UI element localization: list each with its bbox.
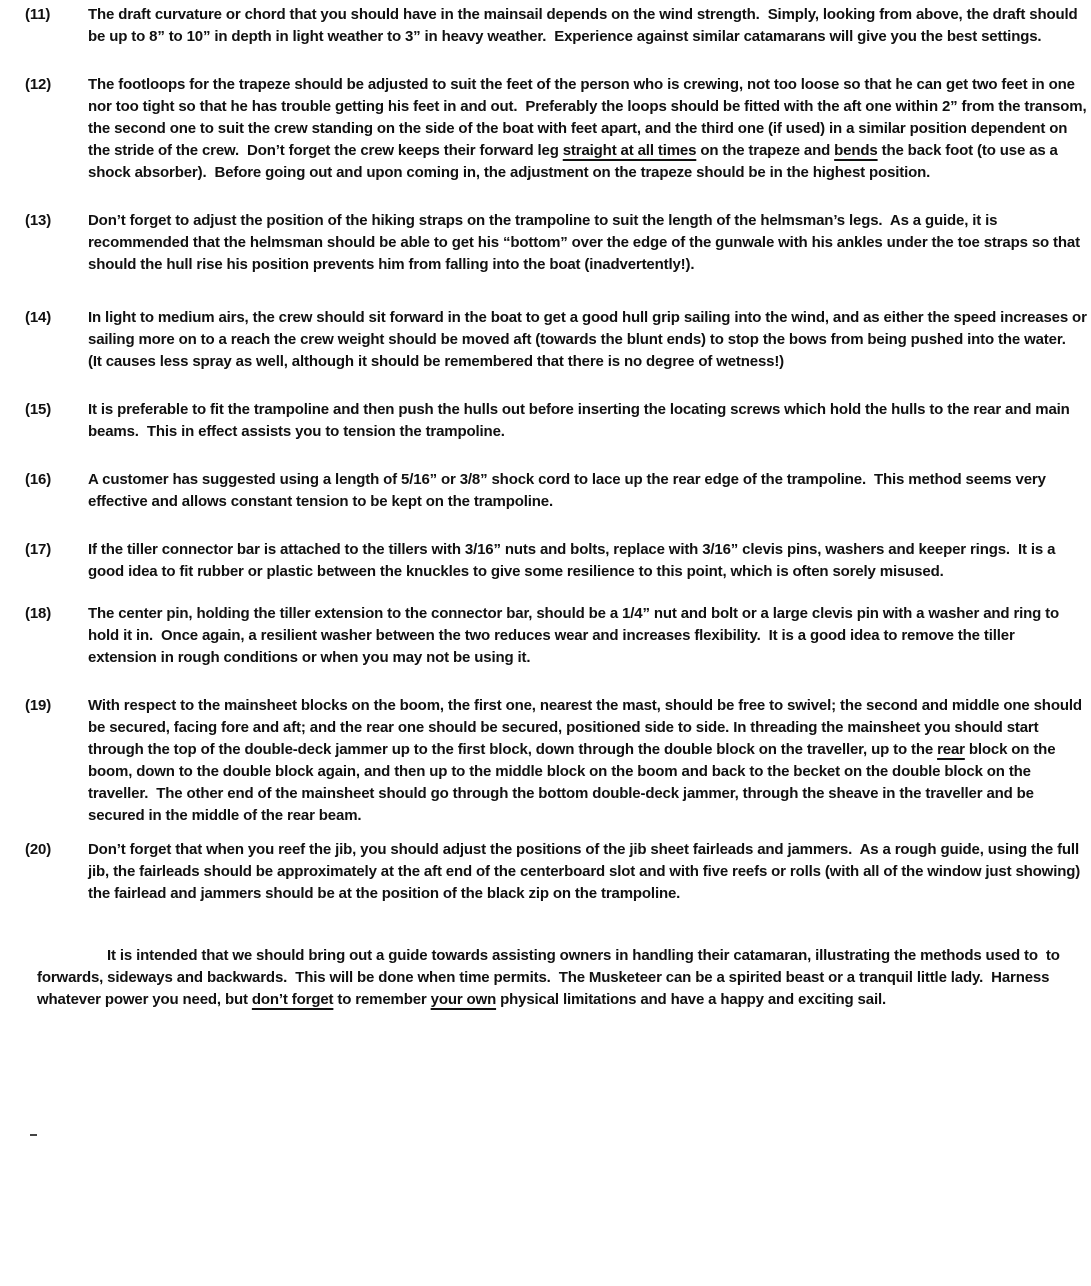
text-segment: physical limitations and have a happy and exciting sail. xyxy=(496,991,886,1008)
item-number: (13) xyxy=(25,212,52,229)
underlined-text: your own xyxy=(430,991,497,1008)
list-item xyxy=(0,469,1091,513)
text-segment: A customer has suggested using a length of 5/16” or 3/8” shock cord to lace up the rear edge of the trampoline. This method seems very effective and allows constant tension to be kept on the trampoline. xyxy=(88,471,1050,510)
item-paragraph xyxy=(88,4,1087,48)
underlined-text: rear xyxy=(937,741,965,758)
item-number: (11) xyxy=(25,6,51,23)
list-item xyxy=(0,603,1091,669)
item-number: (12) xyxy=(25,76,52,93)
list-item xyxy=(0,4,1091,48)
numbered-list xyxy=(0,4,1091,905)
item-number: (19) xyxy=(25,697,52,714)
text-segment: the back foot (to use as a shock absorber). Before going out and upon coming in, the adjustment on the trapeze should be in the highest position. xyxy=(88,142,1062,181)
text-segment: The draft curvature or chord that you should have in the mainsail depends on the wind strength. Simply, looking from above, the draft should be up to 8” to 10” in depth in light weather to 3” in heavy weather. Experience against similar catamarans will give you the best settings. xyxy=(88,6,1082,45)
item-number: (17) xyxy=(25,541,52,558)
item-paragraph xyxy=(88,603,1087,669)
text-segment: on the trapeze and xyxy=(696,142,835,159)
text-segment: to remember xyxy=(333,991,431,1008)
text-segment: It is preferable to fit the trampoline and then push the hulls out before inserting the locating screws which hold the hulls to the rear and main beams. This in effect assists you to tension the trampoline. xyxy=(88,401,1074,440)
text-segment: block on the boom, down to the double block again, and then up to the middle block on the boom and back to the becket on the double block on the traveller. The other end of the mainsheet should go through the bottom double-deck jammer, through the sheave in the traveller and be secured in the middle of the rear beam. xyxy=(88,741,1060,824)
text-segment: In light to medium airs, the crew should sit forward in the boat to get a good hull grip sailing into the wind, and as either the speed increases or sailing more on to a reach the crew weight should be moved aft (towards the blunt ends) to stop the bows from being pushed into the water. (It causes less spray as well, although it should be remembered that there is no degree of wetness!) xyxy=(88,309,1091,370)
item-number: (15) xyxy=(25,401,52,418)
closing-paragraph xyxy=(0,945,1091,1011)
text-segment: The center pin, holding the tiller extension to the connector bar, should be a 1/4” nut and bolt or a large clevis pin with a washer and ring to hold it in. Once again, a resilient washer between the two reduces wear and increases flexibility. It is a good idea to remove the tiller extension in rough conditions or when you may not be using it. xyxy=(88,605,1064,666)
item-paragraph xyxy=(88,399,1087,443)
list-item xyxy=(0,539,1091,583)
item-paragraph xyxy=(88,695,1087,827)
list-item xyxy=(0,210,1091,276)
stray-dash-mark xyxy=(30,1134,37,1136)
item-paragraph xyxy=(88,469,1087,513)
text-segment: It is intended that we should bring out a guide towards assisting owners in handling their catamaran, illustrating the methods used to to forwards, sideways and backwards. This will be done when time permits. The Musketeer can be a spirited beast or a tranquil little lady. Harness whatever power you need, but xyxy=(37,947,1064,1008)
item-paragraph xyxy=(88,839,1087,905)
underlined-text: bends xyxy=(834,142,878,159)
item-number: (14) xyxy=(25,309,52,326)
text-segment: With respect to the mainsheet blocks on the boom, the first one, nearest the mast, should be free to swivel; the second and middle one should be secured, facing fore and aft; and the rear one should be secured, positioned side to side. In threading the mainsheet you should start through the top of the double-deck jammer up to the first block, down through the double block on the traveller, up to the xyxy=(88,697,1086,758)
text-segment: If the tiller connector bar is attached to the tillers with 3/16” nuts and bolts, replace with 3/16” clevis pins, washers and keeper rings. It is a good idea to fit rubber or plastic between the knuckles to give some resilience to this point, which is often sorely misused. xyxy=(88,541,1060,580)
item-number: (20) xyxy=(25,841,52,858)
list-item xyxy=(0,695,1091,827)
item-paragraph xyxy=(88,210,1087,276)
item-paragraph xyxy=(88,307,1091,373)
underlined-text: don’t forget xyxy=(251,991,334,1008)
item-paragraph xyxy=(88,539,1087,583)
text-segment: The footloops for the trapeze should be adjusted to suit the feet of the person who is crewing, not too loose so that he can get two feet in one nor too tight so that he has trouble getting his feet in and out. Preferably the loops should be fitted with the aft one within 2” from the transom, the second one to suit the crew standing on the side of the boat with feet apart, and the third one (if used) in a similar position dependent on the stride of the crew. Don’t forget the crew keeps their forward leg xyxy=(88,76,1091,159)
list-item xyxy=(0,839,1091,905)
text-segment: Don’t forget that when you reef the jib, you should adjust the positions of the jib sheet fairleads and jammers. As a rough guide, using the full jib, the fairleads should be approximately at the aft end of the centerboard slot and with five reefs or rolls (with all of the window just showing) the fairlead and jammers should be at the position of the black zip on the trampoline. xyxy=(88,841,1085,902)
underlined-text: straight at all times xyxy=(562,142,697,159)
text-segment: Don’t forget to adjust the position of the hiking straps on the trampoline to suit the length of the helmsman’s legs. As a guide, it is recommended that the helmsman should be able to get his “bottom” over the edge of the gunwale with his ankles under the toe straps so that should the hull rise his position prevents him from falling into the boat (inadvertently!). xyxy=(88,212,1084,273)
item-number: (16) xyxy=(25,471,52,488)
item-paragraph xyxy=(88,74,1091,184)
list-item xyxy=(0,399,1091,443)
list-item xyxy=(0,307,1091,373)
item-number: (18) xyxy=(25,605,52,622)
list-item xyxy=(0,74,1091,184)
